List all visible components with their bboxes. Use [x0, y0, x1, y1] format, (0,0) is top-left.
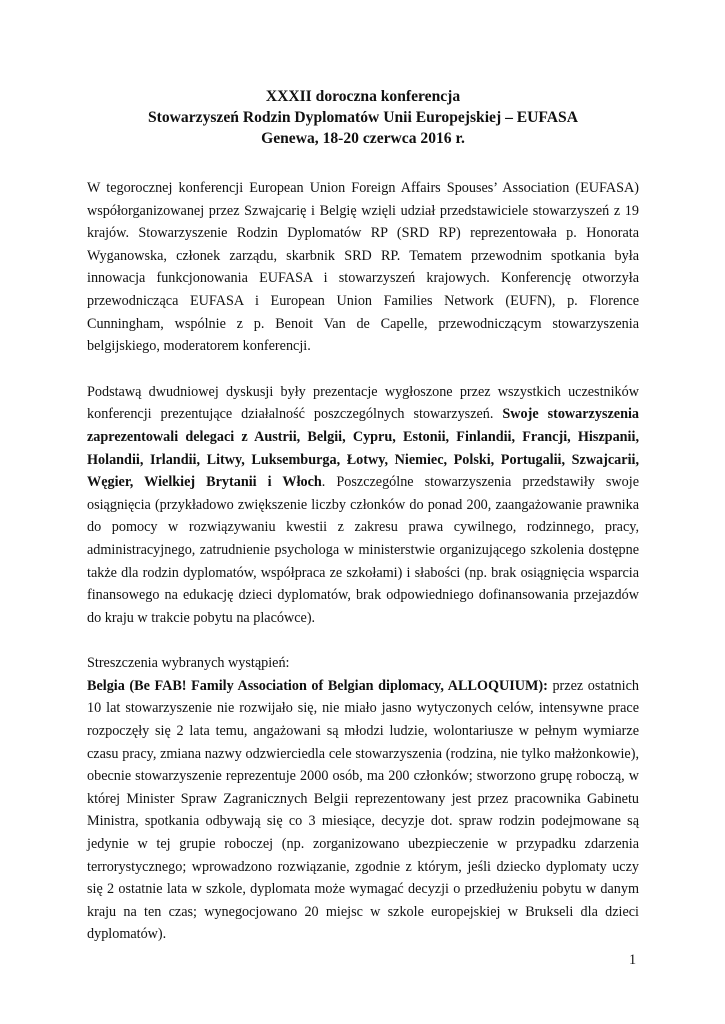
- paragraph-presentations: [87, 381, 639, 630]
- belgium-text: przez ostatnich 10 lat stowarzyszenie nie rozwijało się, nie miało jasno wytyczonych celów, intensywne prace rozpoczęły się 2 lata temu, angażowani są młodzi ludzie, wolontariusze w pełnym wymiarze czasu pracy, zmiana nazwy odzwierciedla cele stowarzyszenia (rodzina, nie tylko małżonkowie), obecnie stowarzyszenie reprezentuje 2000 osób, ma 200 członków; stworzono grupę roboczą, w której Minister Spraw Zagranicznych Belgii reprezentowany jest przez pracownika Gabinetu Ministra, spotkania odbywają się co 3 miesiące, decyzje dot. spraw rodzin podejmowane są jedynie w tej grupie roboczej (np. zorganizowano ubezpieczenie w przypadku zdarzenia terrorystycznego; wprowadzono rozwiązanie, zgodnie z którym, jeśli dziecko dyplomaty uczy się 2 ostatnie lata w szkole, dyplomata może wymagać decyzji o przedłużeniu pobytu w danym kraju na ten czas; wynegocjowano 20 miejsc w szkole europejskiej w Brukseli dla dzieci dyplomatów).: [87, 677, 639, 943]
- document-page: [87, 86, 639, 946]
- belgium-label: Belgia (Be FAB! Family Association of Belgian diplomacy, ALLOQUIUM):: [87, 677, 548, 694]
- page-number: 1: [629, 952, 637, 968]
- summaries-heading: Streszczenia wybranych wystąpień:: [87, 655, 290, 672]
- title-line-3: Genewa, 18-20 czerwca 2016 r.: [261, 130, 465, 147]
- presentations-intro-text: Podstawą dwudniowej dyskusji były prezentacje wygłoszone przez wszystkich uczestników konferencji prezentujące działalność poszczególnych stowarzyszeń.: [87, 383, 639, 423]
- paragraph-belgium: [87, 675, 639, 946]
- presentations-rest-text: . Poszczególne stowarzyszenia przedstawiły swoje osiągnięcia (przykładowo zwiększenie liczby członków do ponad 200, zaangażowanie prawnika do pomocy w rozwiązywaniu kwestii z zakresu prawa cywilnego, rodzinnego, pracy, administracyjnego, zatrudnienie psychologa w ministerstwie organizującego szkolenia dostępne także dla rodzin dyplomatów, współpraca ze szkołami) i słabości (np. brak osiągnięcia wsparcia finansowego na edukację dzieci dyplomatów, brak odpowiedniego dofinansowania przejazdów do kraju w trakcie pobytu na placówce).: [87, 474, 639, 626]
- title-line-1: XXXII doroczna konferencja: [265, 88, 461, 105]
- document-title: [87, 86, 639, 149]
- delegates-countries-text: Swoje stowarzyszenia zaprezentowali delegaci z Austrii, Belgii, Cypru, Estonii, Finlandii, Francji, Hiszpanii, Holandii, Irlandii, Litwy, Luksemburga, Łotwy, Niemiec, Polski, Portugalii, Szwajcarii, Węgier, Wielkiej Brytanii i Włoch: [87, 406, 639, 491]
- title-line-2: Stowarzyszeń Rodzin Dyplomatów Unii Europejskiej – EUFASA: [148, 109, 578, 126]
- paragraph-intro: W tegorocznej konferencji European Union Foreign Affairs Spouses’ Association (EUFASA) współorganizowanej przez Szwajcarię i Belgię wzięli udział przedstawiciele stowarzyszeń z 19 krajów. Stowarzyszenie Rodzin Dyplomatów RP (SRD RP) reprezentowała p. Honorata Wyganowska, członek zarządu, skarbnik SRD RP. Tematem przewodnim spotkania była innowacja funkcjonowania EUFASA i stowarzyszeń krajowych. Konferencję otworzyła przewodnicząca EUFASA i European Union Families Network (EUFN), p. Florence Cunningham, wspólnie z p. Benoit Van de Capelle, przewodniczącym stowarzyszenia belgijskiego, moderatorem konferencji.: [87, 180, 639, 355]
